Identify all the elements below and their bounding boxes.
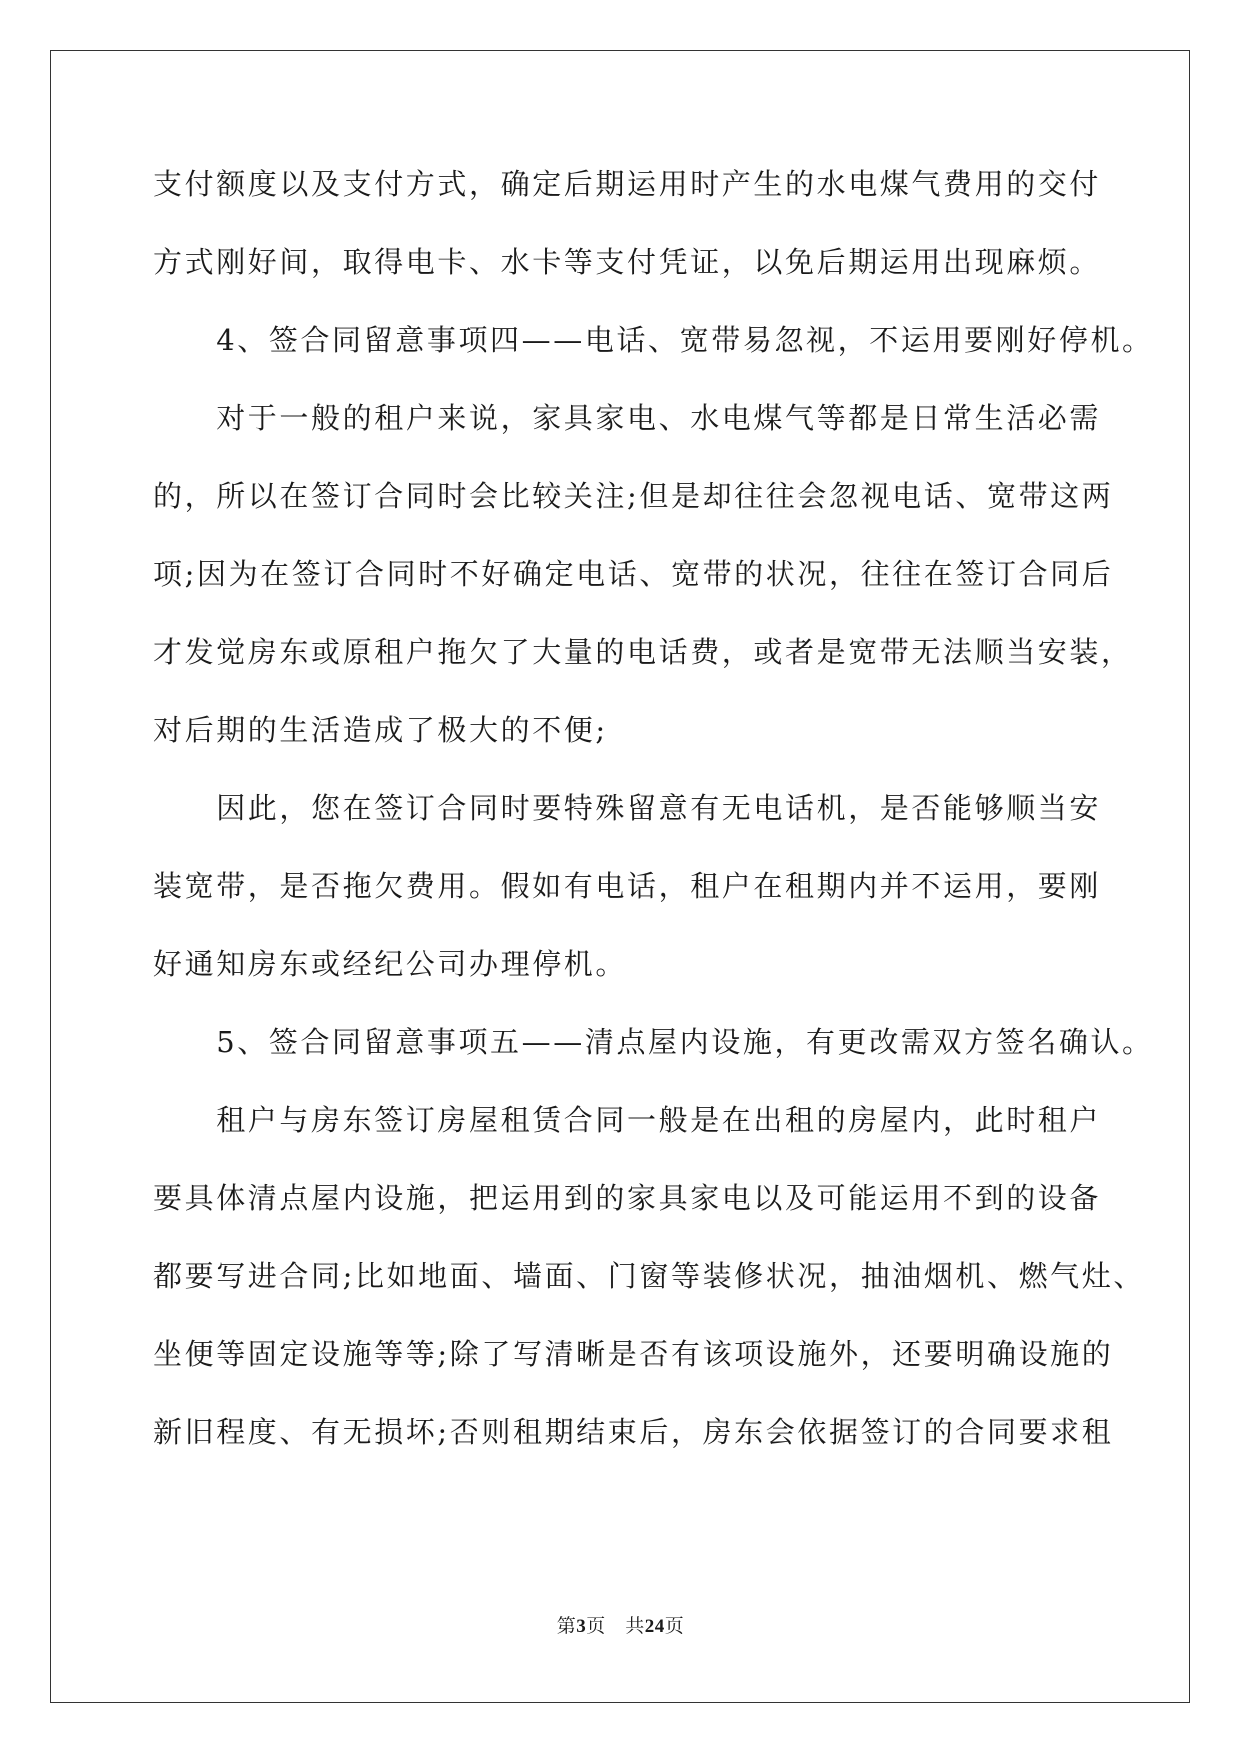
paragraph-line: 租户与房东签订房屋租赁合同一般是在出租的房屋内，此时租户 xyxy=(153,1103,1102,1137)
page-number-current: 3 xyxy=(576,1616,587,1637)
page-footer xyxy=(0,1614,1241,1639)
page-number-prefix: 第 xyxy=(556,1615,577,1637)
page-total-suffix: 页 xyxy=(664,1615,685,1637)
paragraph-line: 坐便等固定设施等等;除了写清晰是否有该项设施外，还要明确设施的 xyxy=(153,1337,1114,1371)
paragraph-line: 装宽带，是否拖欠费用。假如有电话，租户在租期内并不运用，要刚 xyxy=(153,869,1102,903)
paragraph-line: 要具体清点屋内设施，把运用到的家具家电以及可能运用不到的设备 xyxy=(153,1181,1102,1215)
section-heading-5: 5、签合同留意事项五——清点屋内设施，有更改需双方签名确认。 xyxy=(153,1025,1154,1059)
paragraph-line: 对于一般的租户来说，家具家电、水电煤气等都是日常生活必需 xyxy=(153,401,1102,435)
paragraph-line: 对后期的生活造成了极大的不便; xyxy=(153,713,608,747)
paragraph-line: 才发觉房东或原租户拖欠了大量的电话费，或者是宽带无法顺当安装， xyxy=(153,635,1133,669)
page-total-prefix: 共 xyxy=(625,1615,645,1637)
paragraph-line: 因此，您在签订合同时要特殊留意有无电话机，是否能够顺当安 xyxy=(153,791,1102,825)
section-heading-4: 4、签合同留意事项四——电话、宽带易忽视，不运用要刚好停机。 xyxy=(153,323,1154,357)
paragraph-line: 都要写进合同;比如地面、墙面、门窗等装修状况，抽油烟机、燃气灶、 xyxy=(153,1259,1145,1293)
paragraph-line: 项;因为在签订合同时不好确定电话、宽带的状况，往往在签订合同后 xyxy=(153,557,1114,591)
page-number-suffix: 页 xyxy=(586,1615,606,1637)
paragraph-line: 新旧程度、有无损坏;否则租期结束后，房东会依据签订的合同要求租 xyxy=(153,1415,1114,1449)
paragraph-line: 支付额度以及支付方式，确定后期运用时产生的水电煤气费用的交付 xyxy=(153,167,1102,201)
page-number-total: 24 xyxy=(644,1616,665,1637)
paragraph-line: 方式刚好间，取得电卡、水卡等支付凭证，以免后期运用出现麻烦。 xyxy=(153,245,1102,279)
paragraph-line: 好通知房东或经纪公司办理停机。 xyxy=(153,947,628,981)
paragraph-line: 的，所以在签订合同时会比较关注;但是却往往会忽视电话、宽带这两 xyxy=(153,479,1114,513)
